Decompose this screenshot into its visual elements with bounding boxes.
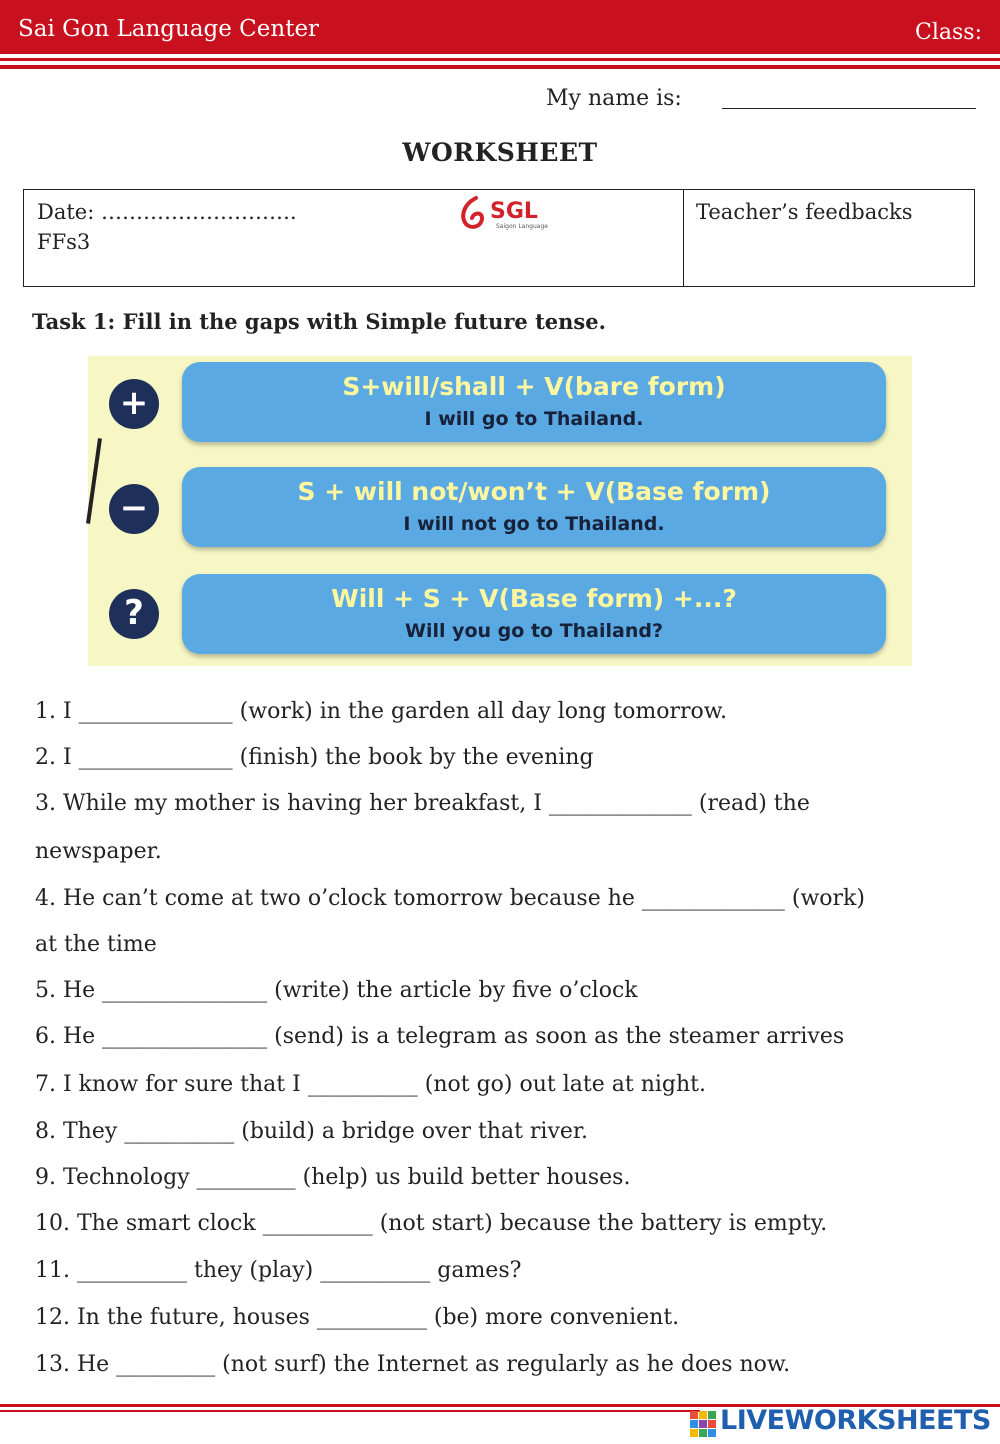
negative-rule [182, 467, 886, 547]
question-4-cont: at the time [35, 932, 157, 957]
footer-divider-2 [0, 1410, 700, 1412]
liveworksheets-blocks-icon [690, 1411, 716, 1437]
question-3[interactable]: 3. While my mother is having her breakfast, I _____________ (read) the [35, 791, 810, 816]
grammar-panel [88, 356, 912, 666]
name-input-line[interactable] [722, 108, 976, 109]
affirmative-example: I will go to Thailand. [424, 408, 644, 430]
page-title: WORKSHEET [402, 138, 598, 167]
question-3-cont: newspaper. [35, 839, 162, 864]
question-6[interactable]: 6. He _______________ (send) is a telegram as soon as the steamer arrives [35, 1024, 845, 1049]
question-12[interactable]: 12. In the future, houses __________ (be) more convenient. [35, 1305, 680, 1330]
task-title: Task 1: Fill in the gaps with Simple future tense. [32, 309, 606, 334]
course-code: FFs3 [37, 230, 91, 254]
date-field: Date: ………………………. [37, 200, 297, 224]
question-10[interactable]: 10. The smart clock __________ (not start) because the battery is empty. [35, 1211, 828, 1236]
question-8[interactable]: 8. They __________ (build) a bridge over that river. [35, 1119, 589, 1144]
sgl-logo [456, 194, 556, 234]
affirmative-formula: S+will/shall + V(bare form) [342, 372, 726, 401]
center-name: Sai Gon Language Center [18, 16, 320, 42]
negative-example: I will not go to Thailand. [403, 513, 665, 535]
question-4[interactable]: 4. He can’t come at two o’clock tomorrow because he _____________ (work) [35, 886, 865, 911]
liveworksheets-text: LIVEWORKSHEETS [720, 1405, 991, 1436]
question-1[interactable]: 1. I ______________ (work) in the garden all day long tomorrow. [35, 699, 727, 724]
negative-formula: S + will not/won’t + V(Base form) [297, 477, 771, 506]
question-7[interactable]: 7. I know for sure that I __________ (not go) out late at night. [35, 1072, 706, 1097]
name-label: My name is: [546, 86, 682, 111]
header-divider [0, 58, 1000, 61]
question-formula: Will + S + V(Base form) +...? [331, 584, 737, 613]
question-icon: ? [109, 589, 159, 639]
info-divider [683, 190, 684, 286]
minus-icon: − [109, 484, 159, 534]
header-bar [0, 0, 1000, 54]
class-label: Class: [915, 20, 982, 45]
affirmative-rule [182, 362, 886, 442]
question-example: Will you go to Thailand? [404, 620, 663, 642]
logo-subtext: Saigon Language [496, 223, 548, 230]
pen-mark [86, 438, 102, 524]
question-13[interactable]: 13. He _________ (not surf) the Internet as regularly as he does now. [35, 1352, 791, 1377]
plus-icon: + [109, 379, 159, 429]
question-5[interactable]: 5. He _______________ (write) the article by five o’clock [35, 978, 638, 1003]
question-2[interactable]: 2. I ______________ (finish) the book by the evening [35, 745, 594, 770]
info-box [23, 189, 975, 287]
teacher-feedback-label: Teacher’s feedbacks [696, 200, 913, 224]
question-11[interactable]: 11. __________ they (play) __________ games? [35, 1258, 522, 1283]
question-rule [182, 574, 886, 654]
liveworksheets-logo [690, 1405, 992, 1439]
header-divider-2 [0, 65, 1000, 69]
question-9[interactable]: 9. Technology _________ (help) us build better houses. [35, 1165, 631, 1190]
logo-text: SGL [490, 199, 538, 224]
